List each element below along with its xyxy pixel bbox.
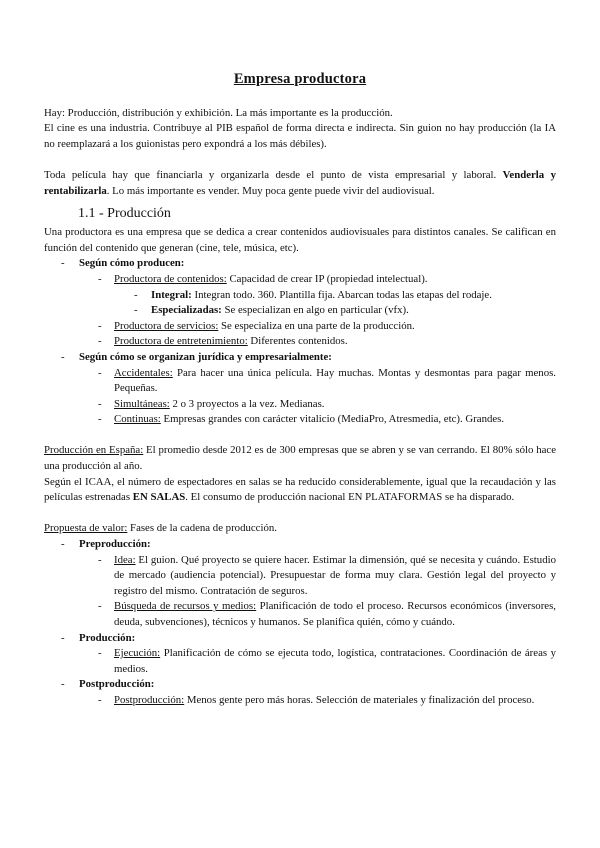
paragraph-label: Producción en España:	[44, 444, 144, 457]
list-item	[44, 397, 556, 413]
group-title: Preproducción:	[79, 538, 151, 551]
intro-line-2: El cine es una industria. Contribuye al PIB español de forma directa e indirecta. Sin guion no hay producción (la IA no reemplazará a los guionistas pero expondrá a los más débiles).	[44, 122, 556, 150]
group-title: Según cómo se organizan jurídica y empresarialmente:	[79, 350, 332, 363]
item-label: Especializadas:	[151, 304, 222, 317]
list-item	[44, 256, 556, 272]
bullet-dash: -	[98, 366, 102, 379]
item-text: Capacidad de crear IP (propiedad intelectual).	[226, 272, 428, 285]
item-label: Productora de contenidos:	[114, 272, 227, 285]
bullet-dash: -	[98, 319, 102, 332]
text-run: . El consumo de producción nacional EN PLATAFORMAS se ha disparado.	[185, 491, 515, 504]
text-run: Según el ICAA, el número de espectadores en salas se ha reducido considerablemente, igual que la recaudación y las películas estrenadas	[44, 475, 556, 504]
item-label: Postproducción:	[114, 693, 185, 706]
item-text: El guion. Qué proyecto se quiere hacer. Estimar la dimensión, qué se necesita y cuándo. Estudio de mercado (audiencia potencial). Presupuestar de forma muy clara. Gestión legal del proyecto y registro del mismo. Contratación de seguros.	[114, 553, 556, 597]
bullet-dash: -	[134, 288, 138, 301]
intro-paragraph-2	[44, 168, 556, 199]
bold-text: Venderla y rentabilizarla	[44, 168, 556, 197]
spain-paragraph	[44, 443, 556, 474]
item-text: Planificación de todo el proceso. Recursos económicos (inversores, deuda, subvenciones), técnicos y humanos. Se planifica quién, cómo y cuándo.	[114, 600, 556, 628]
list-item	[44, 693, 556, 709]
list-item	[44, 288, 556, 304]
icaa-paragraph	[44, 475, 556, 506]
document-page	[44, 72, 556, 709]
bullet-dash: -	[134, 304, 138, 317]
spacer	[44, 506, 556, 522]
list-item	[44, 677, 556, 693]
item-text: Para hacer una única película. Hay muchas. Montas y desmontas para pagar menos. Pequeñas.	[114, 366, 556, 395]
item-text: Se especializan en algo en particular (vfx).	[221, 304, 409, 317]
bullet-dash: -	[98, 335, 102, 348]
bullet-dash: -	[61, 678, 65, 691]
paragraph-label: Propuesta de valor:	[44, 522, 128, 535]
list-item	[44, 599, 556, 630]
item-label: Ejecución:	[114, 647, 161, 660]
spacer	[44, 428, 556, 444]
item-label: Simultáneas:	[114, 397, 170, 410]
item-text: Diferentes contenidos.	[247, 335, 348, 348]
bullet-dash: -	[61, 257, 65, 270]
item-text: Se especializa en una parte de la producción.	[218, 319, 415, 332]
list-item	[44, 553, 556, 600]
intro-line-1: Hay: Producción, distribución y exhibición. La más importante es la producción.	[44, 106, 393, 119]
bullet-dash: -	[98, 693, 102, 706]
bullet-dash: -	[61, 538, 65, 551]
section-intro: Una productora es una empresa que se dedica a crear contenidos audiovisuales para distintos canales. Se califican en función del contenido que generan (cine, tele, música, etc).	[44, 226, 556, 254]
item-label: Continuas:	[114, 413, 161, 426]
bullet-dash: -	[98, 600, 102, 613]
document-title: Empresa productora	[233, 71, 367, 87]
spacer	[44, 152, 556, 168]
bullet-dash: -	[61, 350, 65, 363]
bold-text: EN SALAS	[132, 491, 186, 504]
list-item	[44, 412, 556, 428]
bullet-dash: -	[98, 553, 102, 566]
list-item	[44, 303, 556, 319]
value-paragraph	[44, 521, 556, 537]
item-text: 2 o 3 proyectos a la vez. Medianas.	[169, 397, 325, 410]
bullet-dash: -	[98, 272, 102, 285]
group-title: Producción:	[79, 631, 136, 644]
bullet-dash: -	[61, 631, 65, 644]
list-item	[44, 272, 556, 288]
item-label: Accidentales:	[114, 366, 173, 379]
item-text: Menos gente pero más horas. Selección de materiales y finalización del proceso.	[184, 693, 535, 706]
item-text: Planificación de cómo se ejecuta todo, logística, contrataciones. Coordinación de áreas y medios.	[114, 647, 556, 675]
item-text: Integran todo. 360. Plantilla fija. Abarcan todas las etapas del rodaje.	[191, 288, 492, 301]
item-label: Integral:	[151, 288, 192, 301]
list-item	[44, 319, 556, 335]
item-text: Empresas grandes con carácter vitalicio (MediaPro, Atresmedia, etc). Grandes.	[160, 413, 505, 426]
group-title: Según cómo producen:	[79, 257, 185, 270]
list-item	[44, 646, 556, 677]
item-label: Idea:	[114, 553, 136, 566]
list-item	[44, 334, 556, 350]
item-label: Productora de entretenimiento:	[114, 335, 248, 348]
text-run: El promedio desde 2012 es de 300 empresas que se abren y se van cerrando. El 80% sólo hace una producción al año.	[44, 444, 556, 473]
list-item	[44, 631, 556, 647]
group-title: Postproducción:	[79, 678, 155, 691]
item-label: Productora de servicios:	[114, 319, 219, 332]
text-run: . Lo más importante es vender. Muy poca gente puede vivir del audiovisual.	[106, 184, 435, 197]
list-item	[44, 350, 556, 366]
bullet-dash: -	[98, 413, 102, 426]
list-item	[44, 366, 556, 397]
text-run: Toda película hay que financiarla y organizarla desde el punto de vista empresarial y laboral.	[44, 168, 503, 181]
item-label: Búsqueda de recursos y medios:	[114, 600, 257, 613]
section-heading: 1.1 - Producción	[78, 206, 171, 222]
bullet-dash: -	[98, 647, 102, 660]
list-item	[44, 537, 556, 553]
bullet-dash: -	[98, 397, 102, 410]
text-run: Fases de la cadena de producción.	[127, 522, 277, 535]
